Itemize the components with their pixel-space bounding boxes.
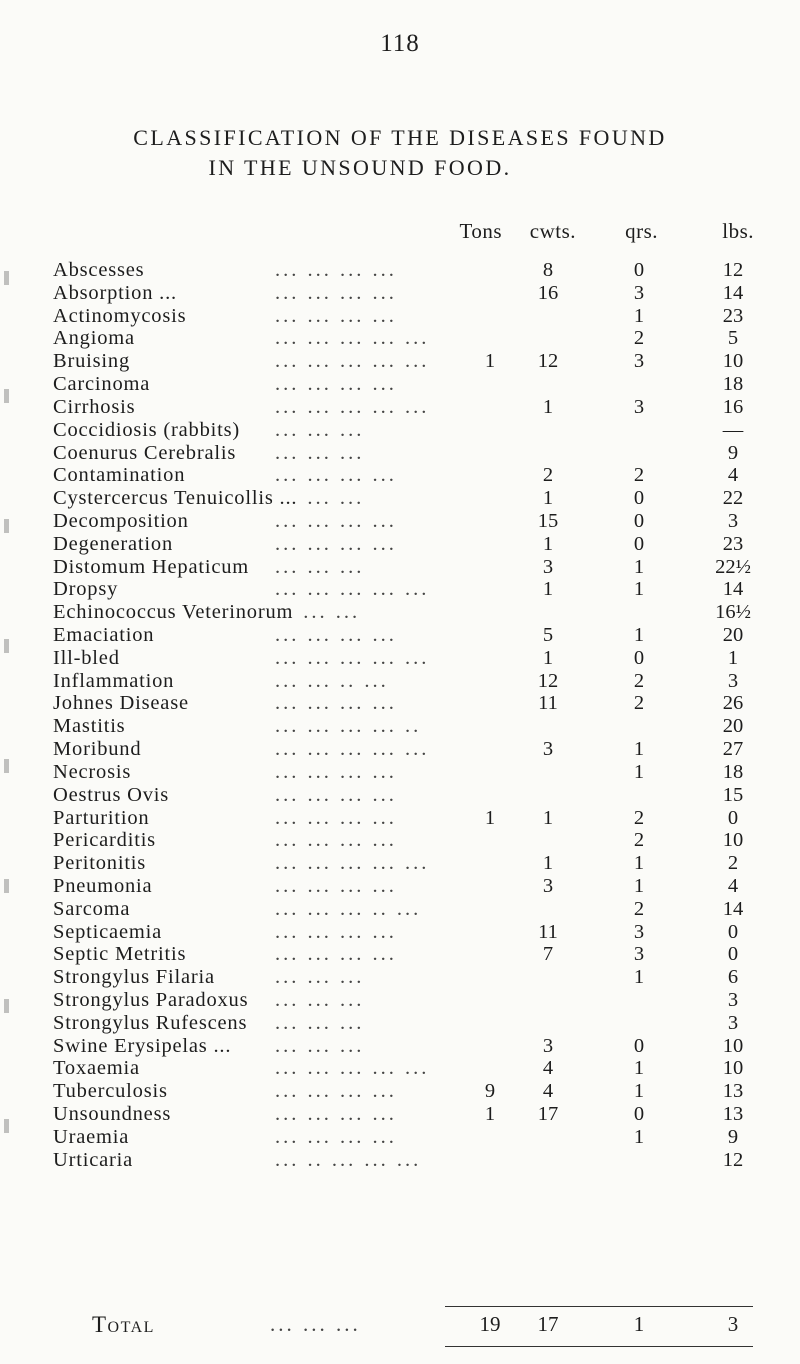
cwts-value: 11 (538, 692, 558, 715)
disease-name: Moribund (53, 738, 142, 761)
leader-dots: ... ... ... ... .. (275, 715, 422, 738)
disease-name: Degeneration (53, 532, 174, 555)
disease-name: Cirrhosis (53, 395, 136, 418)
cwts-value: 17 (537, 1103, 559, 1126)
leader-dots: ... ... ... (275, 418, 365, 441)
leader-dots: ... ... ... ... (275, 259, 397, 281)
disease-name: Echinococcus Veterinorum (53, 601, 294, 624)
table-row (0, 396, 800, 419)
leader-dots: ... ... ... ... (275, 509, 397, 532)
qrs-value: 1 (633, 852, 645, 875)
qrs-value: 2 (633, 669, 645, 692)
lbs-value: 0 (727, 920, 739, 943)
table-row (0, 761, 800, 784)
table-row (0, 829, 800, 852)
table-row (0, 510, 800, 533)
cwts-value: 3 (542, 874, 554, 897)
disease-name: Pneumonia (53, 874, 153, 897)
table-row (0, 898, 800, 921)
cwts-value: 7 (542, 943, 554, 966)
column-header-tons: Tons (459, 219, 502, 243)
table-row (0, 1126, 800, 1149)
disease-name: Johnes Disease (53, 692, 189, 715)
lbs-value: 9 (727, 1125, 739, 1148)
leader-dots: ... ... ... ... (275, 1125, 397, 1148)
table-row (0, 966, 800, 989)
lbs-value: 13 (722, 1080, 744, 1103)
cwts-value: 1 (542, 487, 554, 510)
lbs-value: 6 (727, 966, 739, 989)
table-row (0, 1035, 800, 1058)
leader-dots: ... ... ... ... (275, 829, 397, 852)
lbs-value: 16 (722, 395, 744, 418)
qrs-value: 0 (633, 1103, 645, 1126)
table-row (0, 556, 800, 579)
lbs-value: 18 (722, 760, 744, 783)
lbs-value: 27 (722, 738, 744, 761)
page-title: CLASSIFICATION OF THE DISEASES FOUND (133, 125, 667, 150)
leader-dots: ... ... ... ... (275, 304, 397, 327)
cwts-value: 15 (537, 509, 559, 532)
disease-name: Unsoundness (53, 1103, 172, 1126)
lbs-value: 23 (722, 532, 744, 555)
table-row (0, 647, 800, 670)
leader-dots: ... ... ... ... (275, 943, 397, 966)
table-row (0, 1080, 800, 1103)
leader-dots: ... ... ... ... (275, 1080, 397, 1103)
table-row (0, 1149, 800, 1172)
qrs-value: 3 (633, 920, 645, 943)
lbs-value: 14 (722, 578, 744, 601)
table-row (0, 305, 800, 328)
qrs-value: 2 (633, 464, 645, 487)
cwts-value: 1 (542, 806, 554, 829)
tons-value: 9 (484, 1080, 496, 1103)
cwts-value: 1 (542, 395, 554, 418)
leader-dots: ... ... ... ... (275, 464, 397, 487)
qrs-value: 1 (633, 966, 645, 989)
qrs-value: 1 (633, 1057, 645, 1080)
qrs-value: 3 (633, 350, 645, 373)
qrs-value: 0 (633, 259, 645, 281)
page-subtitle: IN THE UNSOUND FOOD. (208, 155, 512, 180)
disease-name: Actinomycosis (53, 304, 187, 327)
leader-dots: ... ... ... ... ... (275, 738, 430, 761)
table-row (0, 989, 800, 1012)
column-header-qrs: qrs. (625, 219, 658, 243)
qrs-value: 1 (633, 738, 645, 761)
lbs-value: 26 (722, 692, 744, 715)
qrs-value: 1 (633, 874, 645, 897)
page-number: 118 (380, 30, 420, 57)
cwts-value: 1 (542, 578, 554, 601)
cwts-value: 1 (542, 532, 554, 555)
cwts-value: 2 (542, 464, 554, 487)
leader-dots: ... ... (303, 601, 361, 624)
qrs-value: 1 (633, 304, 645, 327)
disease-name: Strongylus Rufescens (53, 1011, 248, 1034)
disease-name: Urticaria (53, 1148, 134, 1171)
cwts-value: 12 (537, 350, 559, 373)
cwts-value: 12 (537, 669, 559, 692)
cwts-value: 5 (542, 624, 554, 646)
lbs-value: 10 (722, 829, 744, 852)
qrs-value: 2 (633, 829, 645, 852)
table-row (0, 464, 800, 487)
total-dots: ... ... ... (270, 1312, 361, 1336)
leader-dots: ... ... ... ... (275, 532, 397, 555)
lbs-value: 14 (722, 281, 744, 304)
disease-name: Parturition (53, 806, 150, 829)
disease-name: Distomum Hepaticum (53, 555, 250, 578)
cwts-value: 11 (538, 920, 558, 943)
disease-name: Swine Erysipelas ... (53, 1034, 232, 1057)
table-row (0, 738, 800, 761)
lbs-value: 1 (727, 646, 739, 669)
disease-name: Strongylus Filaria (53, 966, 215, 989)
lbs-value: 22½ (715, 555, 751, 578)
qrs-value: 0 (633, 532, 645, 555)
qrs-value: 1 (633, 555, 645, 578)
leader-dots: ... ... (307, 487, 365, 510)
lbs-value: 9 (727, 441, 739, 464)
table-row (0, 259, 800, 282)
disease-name: Mastitis (53, 715, 126, 738)
total-lbs: 3 (727, 1312, 739, 1336)
table-row (0, 807, 800, 830)
lbs-value: 4 (727, 464, 739, 487)
table-row (0, 350, 800, 373)
lbs-value: 20 (722, 624, 744, 646)
disease-name: Dropsy (53, 578, 119, 601)
qrs-value: 2 (633, 897, 645, 920)
disease-name: Sarcoma (53, 897, 131, 920)
column-header-lbs: lbs. (722, 219, 754, 243)
column-header-cwts: cwts. (529, 219, 576, 243)
disease-name: Contamination (53, 464, 186, 487)
disease-name: Peritonitis (53, 852, 147, 875)
disease-name: Angioma (53, 327, 135, 350)
cwts-value: 3 (542, 555, 554, 578)
leader-dots: ... ... ... .. ... (275, 897, 422, 920)
qrs-value: 1 (633, 578, 645, 601)
cwts-value: 3 (542, 738, 554, 761)
table-row (0, 419, 800, 442)
lbs-value: 4 (727, 874, 739, 897)
table-row (0, 282, 800, 305)
total-row (0, 1312, 800, 1342)
total-label: Total (92, 1312, 155, 1337)
leader-dots: ... ... ... (275, 966, 365, 989)
lbs-value: 18 (722, 373, 744, 396)
table-row (0, 442, 800, 465)
lbs-value: — (722, 418, 744, 441)
table-row (0, 852, 800, 875)
leader-dots: ... ... ... ... (275, 806, 397, 829)
leader-dots: ... ... ... ... (275, 760, 397, 783)
lbs-value: 23 (722, 304, 744, 327)
total-rule-top (445, 1306, 753, 1307)
table-row (0, 670, 800, 693)
lbs-value: 15 (722, 783, 744, 806)
table-row (0, 715, 800, 738)
qrs-value: 2 (633, 327, 645, 350)
leader-dots: ... ... ... ... (275, 783, 397, 806)
table-row (0, 875, 800, 898)
table-row (0, 921, 800, 944)
qrs-value: 0 (633, 509, 645, 532)
lbs-value: 5 (727, 327, 739, 350)
lbs-value: 3 (727, 1011, 739, 1034)
cwts-value: 4 (542, 1057, 554, 1080)
lbs-value: 12 (722, 1148, 744, 1171)
lbs-value: 3 (727, 509, 739, 532)
lbs-value: 0 (727, 806, 739, 829)
lbs-value: 22 (722, 487, 744, 510)
lbs-value: 0 (727, 943, 739, 966)
total-rule-bottom (445, 1346, 753, 1347)
tons-value: 1 (484, 806, 496, 829)
disease-name: Decomposition (53, 509, 189, 532)
qrs-value: 3 (633, 281, 645, 304)
disease-name: Septicaemia (53, 920, 162, 943)
lbs-value: 3 (727, 989, 739, 1011)
disease-name: Bruising (53, 350, 131, 373)
leader-dots: ... ... .. ... (275, 669, 389, 692)
lbs-value: 12 (722, 259, 744, 281)
lbs-value: 20 (722, 715, 744, 738)
disease-name: Carcinoma (53, 373, 151, 396)
table-row (0, 601, 800, 624)
disease-table (0, 259, 800, 1172)
table-row (0, 373, 800, 396)
disease-name: Inflammation (53, 669, 175, 692)
lbs-value: 10 (722, 350, 744, 373)
leader-dots: ... .. ... ... ... (275, 1148, 422, 1171)
table-row (0, 487, 800, 510)
disease-name: Septic Metritis (53, 943, 187, 966)
leader-dots: ... ... ... ... (275, 874, 397, 897)
table-row (0, 578, 800, 601)
lbs-value: 13 (722, 1103, 744, 1126)
disease-name: Abscesses (53, 259, 145, 281)
disease-name: Pericarditis (53, 829, 156, 852)
leader-dots: ... ... ... ... ... (275, 327, 430, 350)
disease-name: Absorption ... (53, 281, 177, 304)
disease-name: Tuberculosis (53, 1080, 168, 1103)
leader-dots: ... ... ... ... (275, 281, 397, 304)
table-row (0, 1103, 800, 1126)
table-row (0, 1012, 800, 1035)
disease-name: Strongylus Paradoxus (53, 989, 249, 1011)
cwts-value: 8 (542, 259, 554, 281)
qrs-value: 3 (633, 943, 645, 966)
disease-name: Cystercercus Tenuicollis ... (53, 487, 298, 510)
leader-dots: ... ... ... ... (275, 692, 397, 715)
total-tons: 19 (479, 1312, 501, 1336)
qrs-value: 1 (633, 1080, 645, 1103)
disease-name: Coenurus Cerebralis (53, 441, 237, 464)
total-cwts: 17 (537, 1312, 559, 1336)
lbs-value: 3 (727, 669, 739, 692)
lbs-value: 14 (722, 897, 744, 920)
tons-value: 1 (484, 350, 496, 373)
leader-dots: ... ... ... ... (275, 1103, 397, 1126)
table-row (0, 943, 800, 966)
table-row (0, 692, 800, 715)
table-row (0, 784, 800, 807)
total-qrs: 1 (633, 1312, 645, 1336)
lbs-value: 16½ (715, 601, 751, 624)
qrs-value: 1 (633, 760, 645, 783)
qrs-value: 0 (633, 487, 645, 510)
leader-dots: ... ... ... ... ... (275, 395, 430, 418)
leader-dots: ... ... ... ... ... (275, 646, 430, 669)
qrs-value: 0 (633, 646, 645, 669)
disease-name: Necrosis (53, 760, 132, 783)
tons-value: 1 (484, 1103, 496, 1126)
leader-dots: ... ... ... (275, 989, 365, 1011)
qrs-value: 1 (633, 1125, 645, 1148)
qrs-value: 0 (633, 1034, 645, 1057)
disease-name: Emaciation (53, 624, 155, 646)
leader-dots: ... ... ... ... (275, 920, 397, 943)
leader-dots: ... ... ... (275, 1034, 365, 1057)
leader-dots: ... ... ... ... ... (275, 350, 430, 373)
qrs-value: 1 (633, 624, 645, 646)
leader-dots: ... ... ... ... ... (275, 1057, 430, 1080)
cwts-value: 16 (537, 281, 559, 304)
lbs-value: 2 (727, 852, 739, 875)
table-row (0, 533, 800, 556)
disease-name: Oestrus Ovis (53, 783, 170, 806)
table-row (0, 624, 800, 647)
lbs-value: 10 (722, 1057, 744, 1080)
leader-dots: ... ... ... (275, 555, 365, 578)
leader-dots: ... ... ... ... (275, 373, 397, 396)
disease-name: Toxaemia (53, 1057, 140, 1080)
disease-name: Coccidiosis (rabbits) (53, 418, 241, 441)
qrs-value: 2 (633, 692, 645, 715)
cwts-value: 1 (542, 646, 554, 669)
lbs-value: 10 (722, 1034, 744, 1057)
qrs-value: 2 (633, 806, 645, 829)
cwts-value: 1 (542, 852, 554, 875)
table-row (0, 1057, 800, 1080)
leader-dots: ... ... ... (275, 1011, 365, 1034)
table-row (0, 327, 800, 350)
leader-dots: ... ... ... ... (275, 624, 397, 646)
disease-name: Ill-bled (53, 646, 120, 669)
leader-dots: ... ... ... (275, 441, 365, 464)
qrs-value: 3 (633, 395, 645, 418)
leader-dots: ... ... ... ... ... (275, 578, 430, 601)
leader-dots: ... ... ... ... ... (275, 852, 430, 875)
cwts-value: 4 (542, 1080, 554, 1103)
cwts-value: 3 (542, 1034, 554, 1057)
disease-name: Uraemia (53, 1125, 130, 1148)
